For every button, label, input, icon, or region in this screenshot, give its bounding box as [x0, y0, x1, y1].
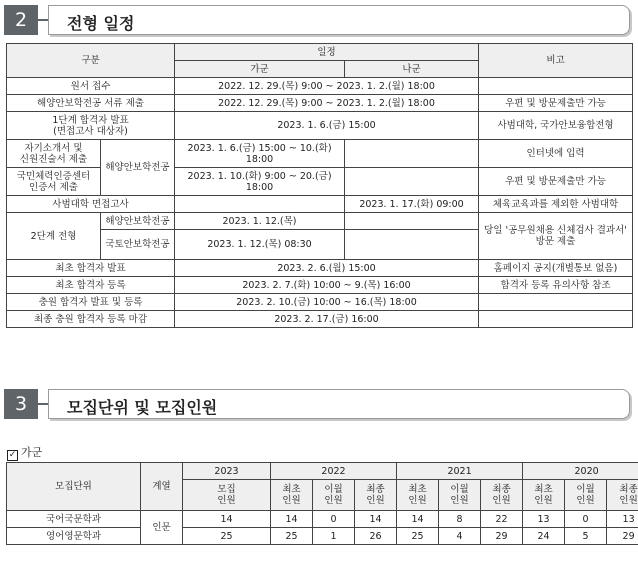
row-date-na — [345, 230, 479, 260]
table-row — [7, 294, 633, 311]
row-date: 2022. 12. 29.(목) 9:00 ~ 2023. 1. 2.(월) 18:00 — [175, 95, 479, 112]
row-remark: 합격자 등록 유의사항 참조 — [479, 277, 633, 294]
value-cell: 8 — [439, 511, 481, 528]
header-na: 나군 — [345, 61, 479, 78]
header-year: 2023 — [183, 463, 271, 480]
row-remark: 홈페이지 공지(개별통보 없음) — [479, 260, 633, 277]
header-final: 최종 인원 — [607, 480, 638, 511]
header-unit: 모집단위 — [7, 463, 141, 511]
row-date-na — [345, 213, 479, 230]
row-date: 2023. 2. 10.(금) 10:00 ~ 16.(목) 18:00 — [175, 294, 479, 311]
row-date: 2023. 1. 10.(화) 9:00 ~ 20.(금) 18:00 — [175, 168, 345, 196]
row-date — [175, 196, 345, 213]
divider — [38, 19, 48, 21]
row-label: 최초 합격자 등록 — [7, 277, 175, 294]
value-cell: 24 — [523, 528, 565, 545]
table-row — [7, 196, 633, 213]
recruitment-table — [6, 462, 638, 545]
header-year: 2022 — [271, 463, 397, 480]
divider — [38, 403, 48, 405]
table-row — [7, 277, 633, 294]
schedule-table — [6, 43, 633, 328]
header-final: 최종 인원 — [355, 480, 397, 511]
table-row — [7, 213, 633, 230]
header-carry: 이월 인원 — [565, 480, 607, 511]
unit-cell: 영어영문학과 — [7, 528, 141, 545]
row-label: 2단계 전형 — [7, 213, 101, 260]
row-sublabel: 해양안보학전공 — [101, 213, 175, 230]
table-row — [7, 311, 633, 328]
value-cell: 26 — [355, 528, 397, 545]
header-ga: 가군 — [175, 61, 345, 78]
table-row — [7, 260, 633, 277]
value-cell: 5 — [565, 528, 607, 545]
value-cell: 13 — [523, 511, 565, 528]
row-label: 충원 합격자 발표 및 등록 — [7, 294, 175, 311]
row-remark — [479, 311, 633, 328]
section-3-header — [4, 389, 630, 419]
row-remark: 체육교육과를 제외한 사범대학 — [479, 196, 633, 213]
value-cell: 13 — [607, 511, 638, 528]
row-date: 2023. 2. 6.(월) 15:00 — [175, 260, 479, 277]
row-label: 최초 합격자 발표 — [7, 260, 175, 277]
row-label: 1단계 합격자 발표 (면접고사 대상자) — [7, 112, 175, 140]
row-date: 2023. 2. 7.(화) 10:00 ~ 9.(목) 16:00 — [175, 277, 479, 294]
header-final: 최종 인원 — [481, 480, 523, 511]
header-year: 2020 — [523, 463, 638, 480]
section-title: 전형 일정 — [67, 14, 135, 33]
row-remark: 인터넷에 입력 — [479, 140, 633, 168]
row-remark: 사범대학, 국가안보융합전형 — [479, 112, 633, 140]
row-remark — [479, 78, 633, 95]
header-gubun: 구분 — [7, 44, 175, 78]
header-first: 최초 인원 — [271, 480, 313, 511]
value-cell: 14 — [271, 511, 313, 528]
table-row — [7, 112, 633, 140]
value-cell: 4 — [439, 528, 481, 545]
check-label: 가군 — [21, 446, 43, 459]
checkbox-icon: ✓ — [8, 450, 17, 460]
row-remark: 당일 '공무원채용 신체검사 결과서' 방문 제출 — [479, 213, 633, 260]
section-title-box — [48, 389, 630, 419]
header-first: 최초 인원 — [397, 480, 439, 511]
row-label: 사범대학 면접고사 — [7, 196, 175, 213]
section-number: 3 — [4, 389, 38, 419]
row-date-na: 2023. 1. 17.(화) 09:00 — [345, 196, 479, 213]
row-date-na — [345, 140, 479, 168]
row-label: 원서 접수 — [7, 78, 175, 95]
row-date: 2023. 2. 17.(금) 16:00 — [175, 311, 479, 328]
header-series: 계열 — [141, 463, 183, 511]
row-date: 2023. 1. 6.(금) 15:00 — [175, 112, 479, 140]
series-cell: 인문 — [141, 511, 183, 545]
check-label-row — [7, 444, 42, 460]
row-remark — [479, 294, 633, 311]
header-remarks: 비고 — [479, 44, 633, 78]
value-cell: 29 — [607, 528, 638, 545]
value-cell: 25 — [271, 528, 313, 545]
table-row — [7, 78, 633, 95]
value-cell: 25 — [183, 528, 271, 545]
table-row — [7, 168, 633, 196]
row-date: 2023. 1. 12.(목) — [175, 213, 345, 230]
table-row — [7, 95, 633, 112]
row-date-na — [345, 168, 479, 196]
row-date: 2023. 1. 12.(목) 08:30 — [175, 230, 345, 260]
row-sublabel: 해양안보학전공 — [101, 140, 175, 196]
value-cell: 1 — [313, 528, 355, 545]
value-cell: 0 — [565, 511, 607, 528]
value-cell: 29 — [481, 528, 523, 545]
table-row — [7, 528, 638, 545]
header-recruit: 모집 인원 — [183, 480, 271, 511]
row-label: 해양안보학전공 서류 제출 — [7, 95, 175, 112]
value-cell: 25 — [397, 528, 439, 545]
row-sublabel: 국토안보학전공 — [101, 230, 175, 260]
header-year: 2021 — [397, 463, 523, 480]
header-carry: 이월 인원 — [313, 480, 355, 511]
value-cell: 22 — [481, 511, 523, 528]
table-row — [7, 511, 638, 528]
section-number: 2 — [4, 5, 38, 35]
row-remark: 우편 및 방문제출만 가능 — [479, 168, 633, 196]
section-2-header — [4, 5, 630, 35]
header-schedule: 일정 — [175, 44, 479, 61]
row-remark: 우편 및 방문제출만 가능 — [479, 95, 633, 112]
section-title: 모집단위 및 모집인원 — [67, 398, 218, 417]
header-carry: 이월 인원 — [439, 480, 481, 511]
unit-cell: 국어국문학과 — [7, 511, 141, 528]
row-date: 2023. 1. 6.(금) 15:00 ~ 10.(화) 18:00 — [175, 140, 345, 168]
section-title-box — [48, 5, 630, 35]
row-date: 2022. 12. 29.(목) 9:00 ~ 2023. 1. 2.(월) 18:00 — [175, 78, 479, 95]
value-cell: 14 — [183, 511, 271, 528]
row-label: 자기소개서 및 신원진술서 제출 — [7, 140, 101, 168]
row-label: 국민체력인증센터 인증서 제출 — [7, 168, 101, 196]
value-cell: 14 — [355, 511, 397, 528]
table-row — [7, 140, 633, 168]
value-cell: 14 — [397, 511, 439, 528]
value-cell: 0 — [313, 511, 355, 528]
row-label: 최종 충원 합격자 등록 마감 — [7, 311, 175, 328]
header-first: 최초 인원 — [523, 480, 565, 511]
